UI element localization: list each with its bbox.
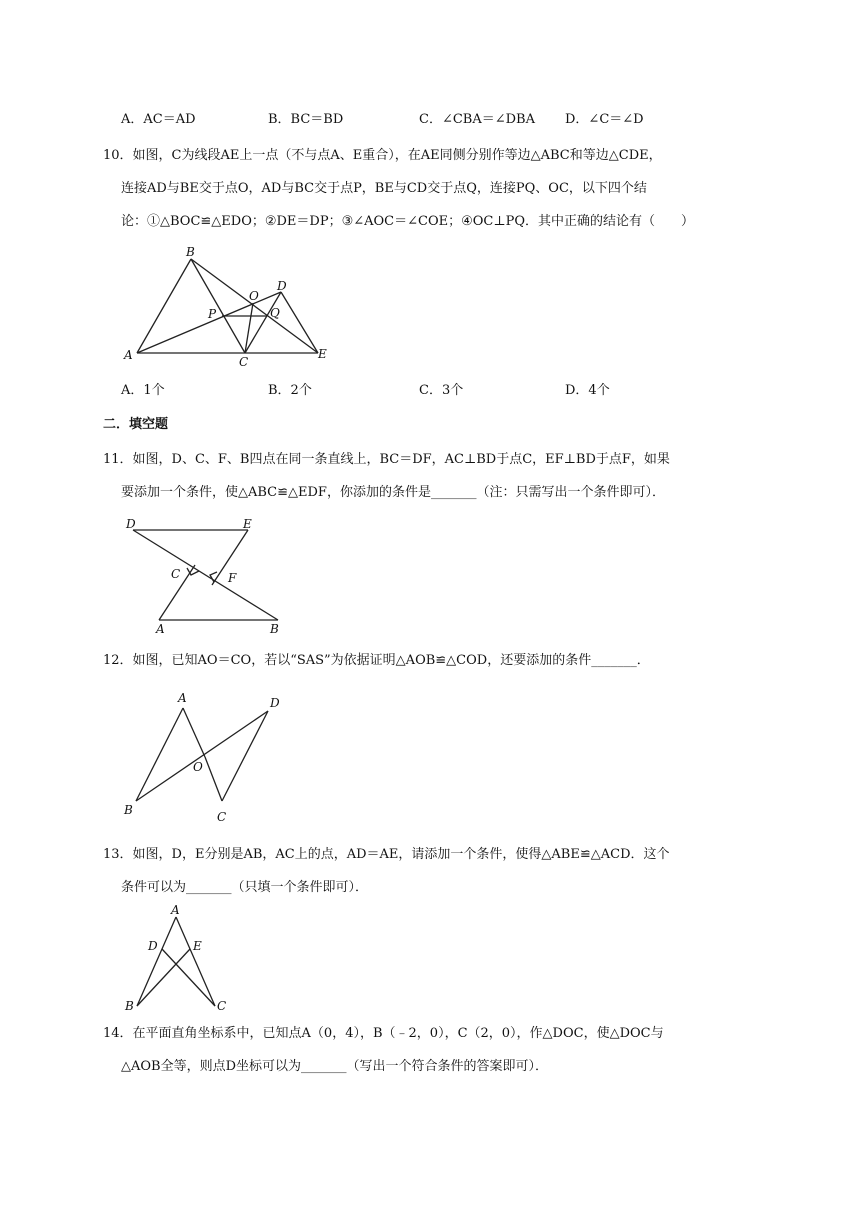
q13-label-e: E [193,939,202,953]
q10-option-a: A．1个 [121,383,165,398]
q10-label-o: O [249,289,259,303]
q10-option-d: D．4个 [565,383,610,398]
q12-label-c: C [217,810,227,824]
q10-label-q: Q [270,306,280,320]
q13-figure-lines [137,917,215,1006]
q12-label-b: B [124,803,133,817]
q9-option-b: B．BC＝BD [268,112,344,127]
q13-label-a: A [171,903,180,917]
q9-option-c: C．∠CBA＝∠DBA [419,112,535,127]
q12-label-a: A [178,691,187,705]
q10-label-e: E [318,347,327,361]
q12-text-line1: 12．如图，已知AO＝CO，若以“SAS”为依据证明△AOB≌△COD，还要添加的条件_______． [103,653,650,668]
q11-figure-lines [133,530,278,620]
section-title-fill-in: 二．填空题 [103,417,169,432]
q11-label-b: B [270,622,279,636]
q10-label-b: B [186,245,195,259]
q13-label-c: C [217,999,227,1013]
q12-label-o: O [193,760,203,774]
q12-figure-lines [136,708,268,801]
q11-label-a: A [156,622,165,636]
q10-label-c: C [239,355,249,369]
q10-option-b: B．2个 [268,383,312,398]
q11-text-line1: 11．如图，D、C、F、B四点在同一条直线上，BC＝DF，AC⊥BD于点C，EF⊥BD于点F，如果 [103,452,670,467]
q11-label-f: F [228,571,237,585]
q10-figure-lines [137,259,318,353]
q9-option-a: A．AC＝AD [121,112,196,127]
q10-label-p: P [208,307,217,321]
q10-text-line3: 论：①△BOC≌△EDO；②DE＝DP；③∠AOC＝∠COE；④OC⊥PQ．其中正确的结论有（ ） [121,214,695,229]
q11-text-line2: 要添加一个条件，使△ABC≌△EDF，你添加的条件是_______（注：只需写出一个条件即可）． [121,485,665,500]
q11-label-d: D [126,517,136,531]
q14-text-line1: 14．在平面直角坐标系中，已知点A（0，4），B（﹣2，0），C（2，0），作△DOC，使△DOC与 [103,1026,664,1041]
q12-label-d: D [270,696,280,710]
q13-label-b: B [125,999,134,1013]
q13-label-d: D [148,939,158,953]
q14-text-line2: △AOB全等，则点D坐标可以为_______（写出一个符合条件的答案即可）． [121,1059,549,1074]
q10-option-c: C．3个 [419,383,464,398]
q11-label-c: C [171,567,181,581]
q10-label-a: A [124,348,133,362]
q13-text-line2: 条件可以为_______（只填一个条件即可）． [121,880,369,895]
q10-text-line2: 连接AD与BE交于点O，AD与BC交于点P，BE与CD交于点Q，连接PQ、OC，以下四个结 [121,181,647,196]
q10-label-d: D [277,279,287,293]
q13-text-line1: 13．如图，D，E分别是AB，AC上的点，AD＝AE，请添加一个条件，使得△ABE≌△ACD．这个 [103,847,670,862]
q10-text-line1: 10．如图，C为线段AE上一点（不与点A、E重合），在AE同侧分别作等边△ABC和等边△CDE， [103,148,662,163]
q9-option-d: D．∠C＝∠D [565,112,644,127]
q11-label-e: E [243,517,252,531]
